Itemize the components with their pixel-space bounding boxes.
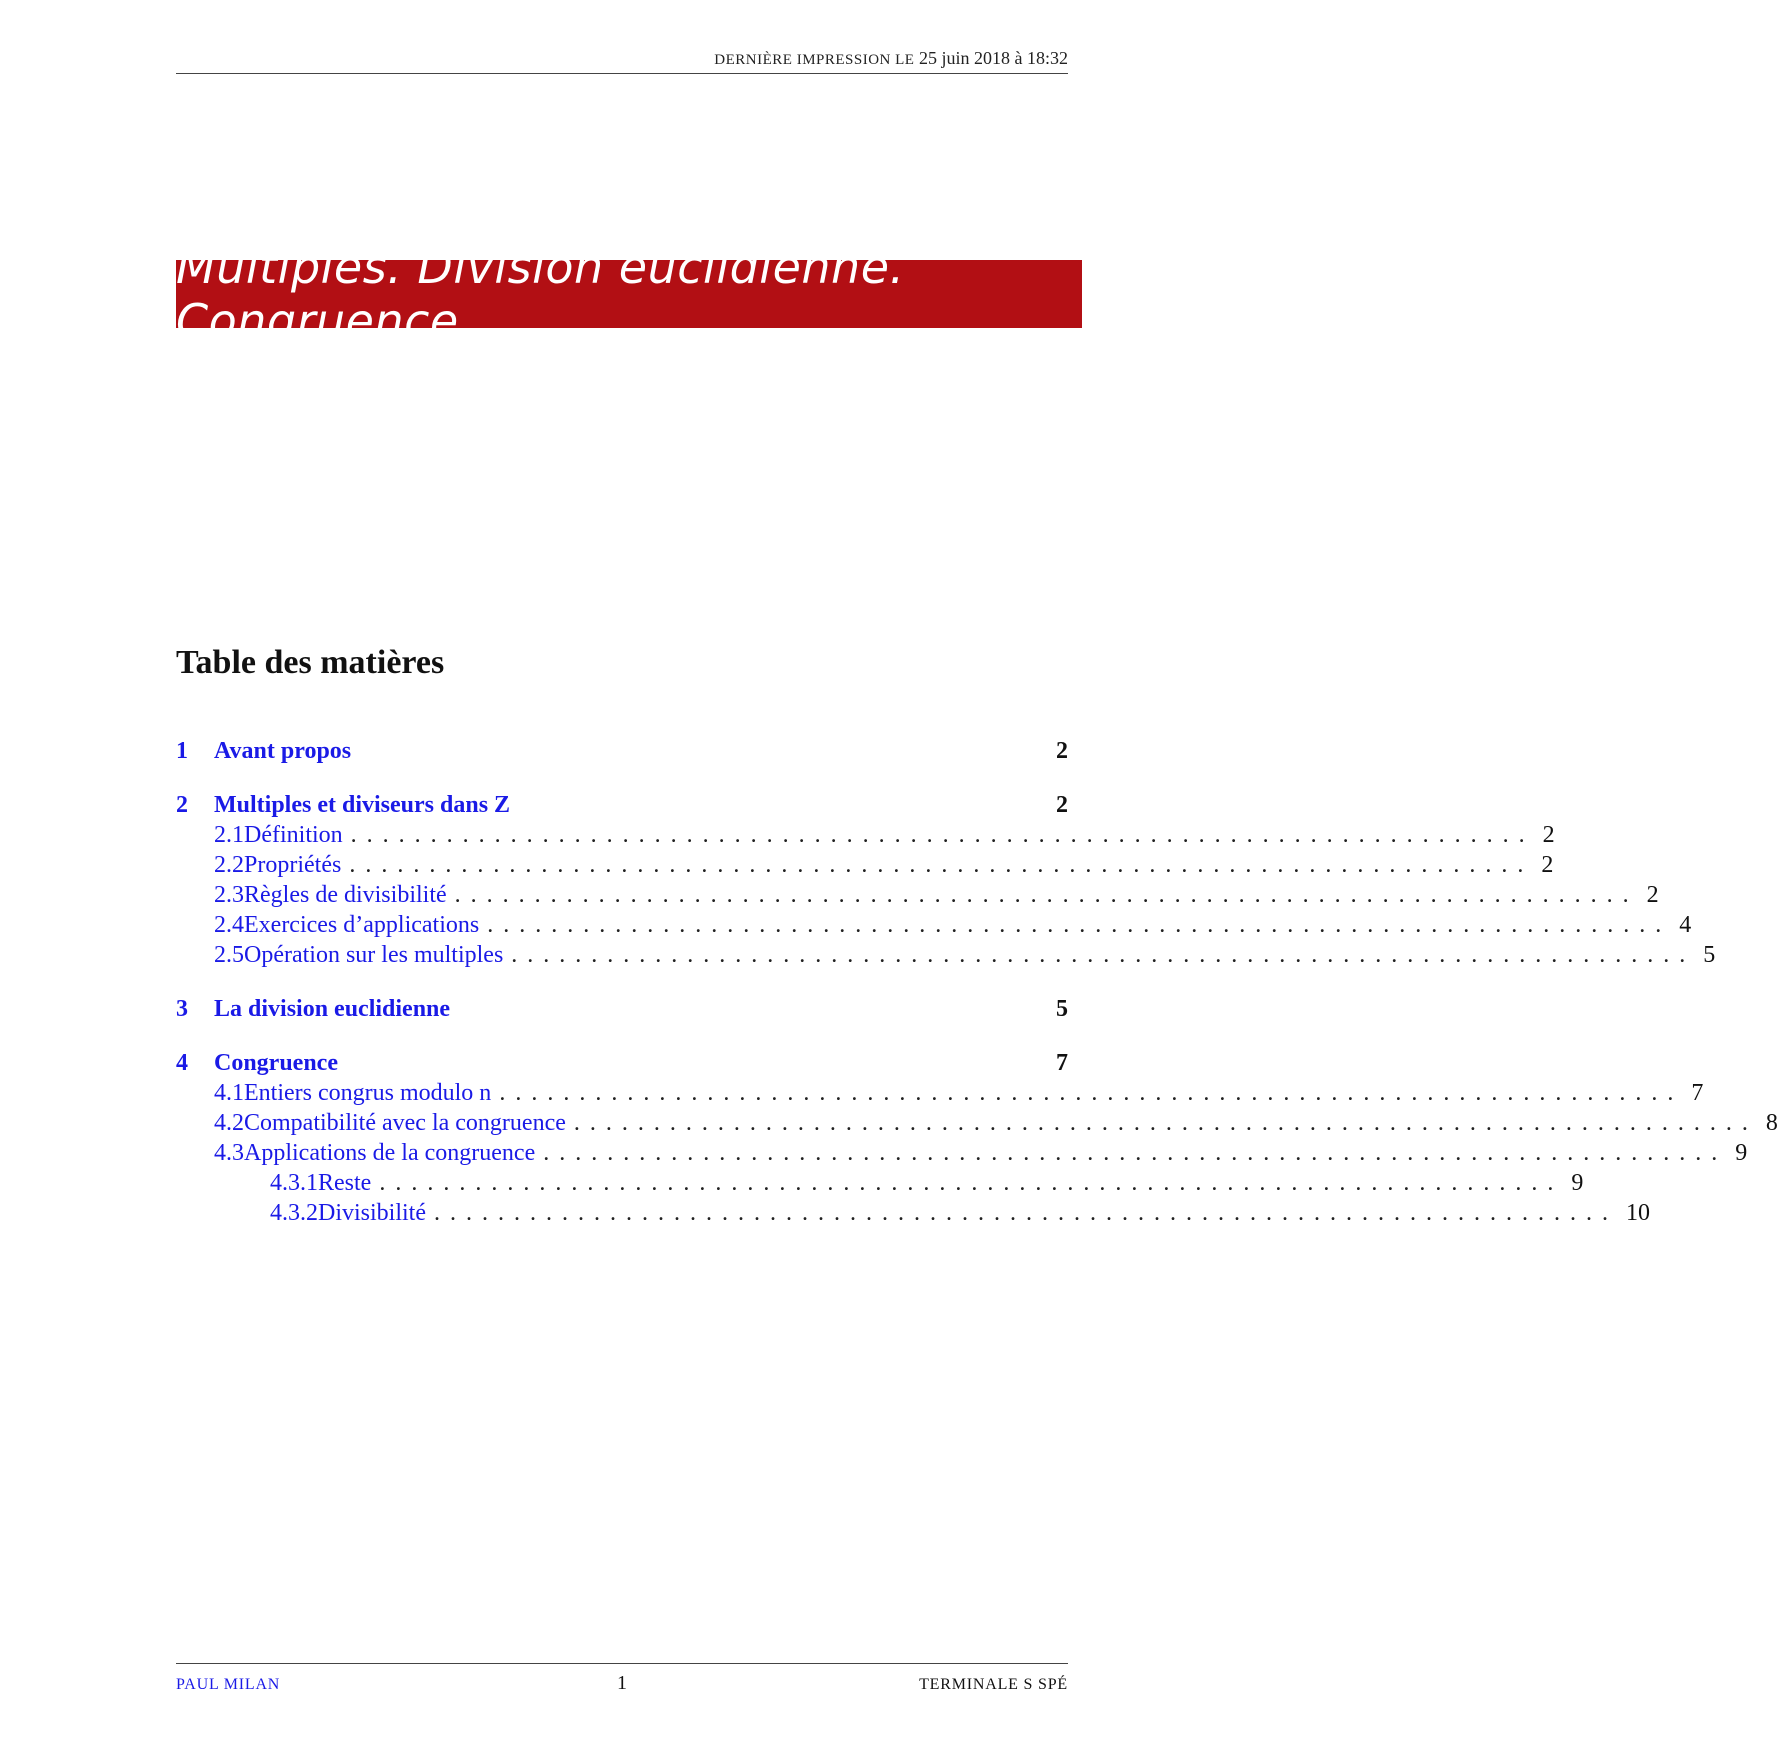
- toc-entry-label[interactable]: Compatibilité avec la congruence: [244, 1110, 566, 1136]
- document-title: Multiples. Division euclidienne. Congruence: [176, 240, 905, 348]
- title-band: [176, 240, 1082, 348]
- toc-entry[interactable]: [176, 1138, 1748, 1168]
- header-sep: à: [1014, 48, 1023, 68]
- toc-entry-label[interactable]: Divisibilité: [318, 1200, 426, 1226]
- toc-entry-label[interactable]: Multiples et diviseurs dans Z: [214, 792, 511, 818]
- header-label: DERNIÈRE IMPRESSION LE: [714, 52, 915, 68]
- toc-entry-number: 4.1: [214, 1080, 244, 1106]
- toc-entry-page[interactable]: 2: [1056, 738, 1068, 764]
- header-rule: [176, 73, 1068, 74]
- toc-entry-number: 2.3: [214, 882, 244, 908]
- toc-heading: Table des matières: [176, 644, 445, 681]
- toc-entry-number: 2.5: [214, 942, 244, 968]
- page-header: [176, 48, 1068, 69]
- toc-entry-label[interactable]: Reste: [318, 1170, 372, 1196]
- toc-entry[interactable]: [176, 880, 1659, 910]
- toc-entry-label[interactable]: Congruence: [214, 1050, 338, 1076]
- footer-course: TERMINALE S SPÉ: [919, 1676, 1068, 1693]
- toc-leader: ..........................................................................: [379, 1170, 1564, 1196]
- toc-leader: ..........................................................................: [454, 882, 1639, 908]
- toc-entry[interactable]: [176, 1108, 1778, 1138]
- header-time: 18:32: [1026, 48, 1068, 68]
- toc-entry-label[interactable]: Opération sur les multiples: [244, 942, 504, 968]
- toc-entry[interactable]: [176, 940, 1716, 970]
- toc-entry-label[interactable]: Entiers congrus modulo n: [244, 1080, 492, 1106]
- toc-entry-page[interactable]: 7: [1056, 1050, 1068, 1076]
- toc-leader: ..........................................................................: [573, 1110, 1758, 1136]
- toc-leader: ..........................................................................: [350, 822, 1535, 848]
- page-footer: [176, 1672, 1068, 1702]
- toc-leader: ..........................................................................: [511, 942, 1696, 968]
- toc-entry-page[interactable]: 9: [1571, 1170, 1584, 1196]
- toc-entry-number: 4.3.1: [270, 1170, 318, 1196]
- toc-entry[interactable]: [176, 1048, 1068, 1078]
- toc-entry-page[interactable]: 2: [1056, 792, 1068, 818]
- toc-entry-page[interactable]: 2: [1542, 822, 1555, 848]
- toc-entry[interactable]: [176, 1168, 1584, 1198]
- header-date: 25 juin 2018: [918, 48, 1010, 68]
- toc-entry-page[interactable]: 7: [1691, 1080, 1704, 1106]
- toc-entry-page[interactable]: 8: [1765, 1110, 1778, 1136]
- toc-entry[interactable]: [176, 994, 1068, 1024]
- toc-entry[interactable]: [176, 850, 1554, 880]
- toc-entry-number: 1: [176, 738, 188, 764]
- toc-entry-number: 4.3.2: [270, 1200, 318, 1226]
- toc-entry-number: 4.2: [214, 1110, 244, 1136]
- toc-entry-number: 4.3: [214, 1140, 244, 1166]
- toc-entry-label[interactable]: Exercices d’applications: [244, 912, 480, 938]
- toc-entry[interactable]: [176, 790, 1068, 820]
- toc-leader: ..........................................................................: [434, 1200, 1618, 1226]
- table-of-contents: [176, 736, 1778, 1228]
- toc-entry[interactable]: [176, 910, 1692, 940]
- toc-entry-number: 2.2: [214, 852, 244, 878]
- footer-page-number: 1: [617, 1672, 627, 1694]
- toc-leader: ..........................................................................: [487, 912, 1672, 938]
- footer-rule: [176, 1663, 1068, 1664]
- toc-entry-number: 3: [176, 996, 188, 1022]
- toc-entry-label[interactable]: Avant propos: [214, 738, 352, 764]
- toc-entry-page[interactable]: 10: [1626, 1200, 1650, 1226]
- toc-entry[interactable]: [176, 1078, 1704, 1108]
- toc-entry[interactable]: [176, 1198, 1650, 1228]
- toc-entry-number: 2: [176, 792, 188, 818]
- toc-leader: ..........................................................................: [349, 852, 1534, 878]
- toc-entry-page[interactable]: 4: [1679, 912, 1692, 938]
- toc-leader: ..........................................................................: [543, 1140, 1728, 1166]
- footer-author[interactable]: PAUL MILAN: [176, 1676, 281, 1693]
- toc-entry-label[interactable]: Règles de divisibilité: [244, 882, 447, 908]
- toc-entry[interactable]: [176, 820, 1555, 850]
- toc-entry-number: 2.4: [214, 912, 244, 938]
- toc-leader: ..........................................................................: [499, 1080, 1684, 1106]
- toc-entry-label[interactable]: Définition: [244, 822, 343, 848]
- toc-entry-page[interactable]: 2: [1541, 852, 1554, 878]
- toc-entry-page[interactable]: 5: [1703, 942, 1716, 968]
- toc-entry-page[interactable]: 5: [1056, 996, 1068, 1022]
- toc-entry-label[interactable]: Propriétés: [244, 852, 342, 878]
- toc-entry[interactable]: [176, 736, 1068, 766]
- toc-entry-number: 4: [176, 1050, 188, 1076]
- toc-entry-page[interactable]: 2: [1646, 882, 1659, 908]
- toc-entry-label[interactable]: Applications de la congruence: [244, 1140, 536, 1166]
- toc-entry-page[interactable]: 9: [1735, 1140, 1748, 1166]
- toc-entry-number: 2.1: [214, 822, 244, 848]
- toc-entry-label[interactable]: La division euclidienne: [214, 996, 451, 1022]
